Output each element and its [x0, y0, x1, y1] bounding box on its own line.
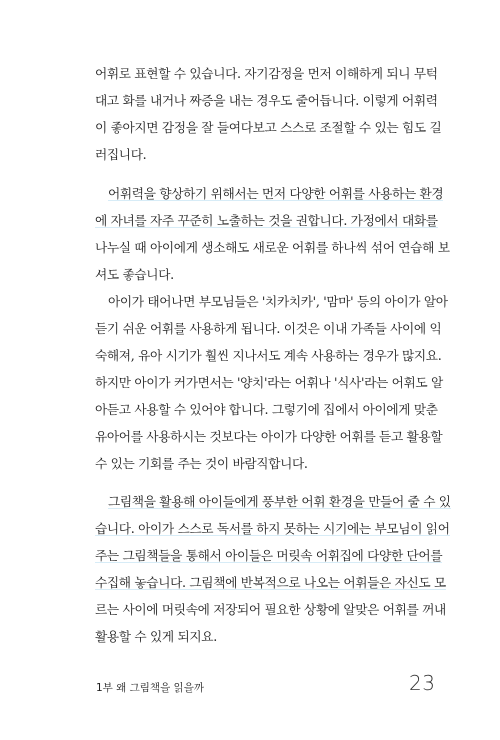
- paragraph-line: 숙해져, 유아 시기가 훨씬 지나서도 계속 사용하는 경우가 많지요.: [95, 348, 442, 363]
- highlighted-line: 수집해 놓습니다. 그림책에 반복적으로 나오는 어휘들은 자신도 모: [95, 575, 446, 590]
- page-number: 23: [409, 671, 436, 695]
- paragraph-line: 러집니다.: [95, 147, 147, 162]
- highlighted-line: 그림책을 활용해 아이들에게 풍부한 어휘 환경을 만들어 줄 수 있: [108, 494, 451, 509]
- highlighted-line: 어휘력을 향상하기 위해서는 먼저 다양한 어휘를 사용하는 환경: [108, 186, 444, 201]
- paragraph-line: 활용할 수 있게 되지요.: [95, 629, 217, 644]
- paragraph-line: 아이가 태어나면 부모님들은 '치카치카', '맘마' 등의 아이가 알아: [108, 294, 448, 309]
- paragraph-line: 하지만 아이가 커가면서는 '양치'라는 어휘나 '식사'라는 어휘도 알: [95, 375, 443, 390]
- paragraph-line: 듣기 쉬운 어휘를 사용하게 됩니다. 이것은 이내 가족들 사이에 익: [95, 321, 442, 336]
- paragraph-line: 나누실 때 아이에게 생소해도 새로운 어휘를 하나씩 섞어 연습해 보: [95, 240, 450, 255]
- running-footer-section-title: 1부 왜 그림책을 읽을까: [96, 682, 204, 694]
- paragraph-line: 르는 사이에 머릿속에 저장되어 필요한 상황에 알맞은 어휘를 꺼내: [95, 602, 446, 617]
- highlighted-line: 주는 그림책들을 통해서 아이들은 머릿속 어휘집에 다양한 단어를: [95, 548, 443, 563]
- paragraph-line: 아듣고 사용할 수 있어야 합니다. 그렇기에 집에서 아이에게 맞춘: [95, 402, 438, 417]
- highlighted-line: 습니다. 아이가 스스로 독서를 하지 못하는 시기에는 부모님이 읽어: [95, 521, 450, 536]
- paragraph-line: 유아어를 사용하시는 것보다는 아이가 다양한 어휘를 듣고 활용할: [95, 429, 443, 444]
- paragraph-line: 수 있는 기회를 주는 것이 바람직합니다.: [95, 456, 308, 471]
- paragraph-line: 어휘로 표현할 수 있습니다. 자기감정을 먼저 이해하게 되니 무턱: [95, 66, 438, 81]
- paragraph-line: 대고 화를 내거나 짜증을 내는 경우도 줄어듭니다. 이렇게 어휘력: [95, 93, 438, 108]
- paragraph-line: 이 좋아지면 감정을 잘 들여다보고 스스로 조절할 수 있는 힘도 길: [95, 120, 442, 135]
- highlighted-line: 에 자녀를 자주 꾸준히 노출하는 것을 권합니다. 가정에서 대화를: [95, 213, 438, 228]
- paragraph-line: 셔도 좋습니다.: [95, 267, 174, 282]
